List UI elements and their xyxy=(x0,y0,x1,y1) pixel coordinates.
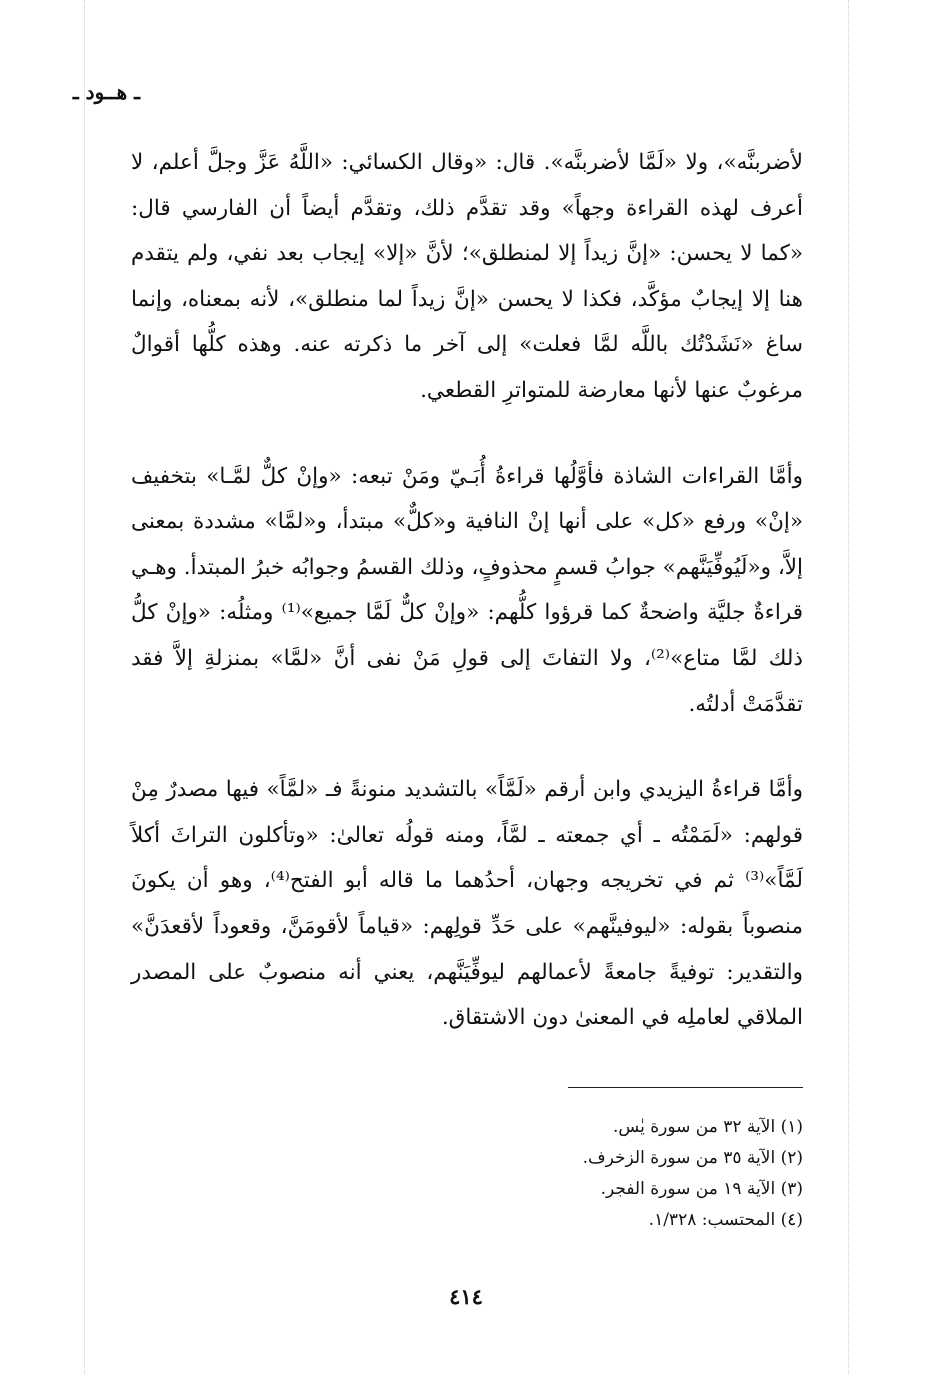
page-number: ٤١٤ xyxy=(449,1284,483,1309)
footnote-4: (٤) المحتسب: ١/٣٢٨. xyxy=(648,1210,803,1230)
footnote-1: (١) الآية ٣٢ من سورة يٰس. xyxy=(613,1117,803,1137)
footnote-3: (٣) الآية ١٩ من سورة الفجر. xyxy=(600,1179,803,1199)
running-title: ـ هــود ـ xyxy=(72,80,140,104)
main-text xyxy=(131,140,803,1041)
page-edge-right xyxy=(848,0,849,1374)
paragraph-2: وأمَّا القراءات الشاذة فأوَّلُها قراءةُ أُبَـيّ ومَنْ تبعه: «وإنْ كلٌّ لمَّـا» بتخفيف «إنْ» ورفع «كل» على أنها إنْ النافية و«كلٌّ» مبتدأ، و«لمَّا» مشددة بمعنى إلاَّ، و«لَيُوفِّيَنَّهم» جوابُ قسمٍ محذوفٍ، وذلك القسمُ وجوابُه خبرُ المبتدأ. وهـي قراءةٌ جليَّة واضحةٌ كما قرؤوا كلُّهم: «وإنْ كلٌّ لَمَّا جميع»⁽¹⁾ ومثلُه: «وإنْ كلُّ ذلك لمَّا متاع»⁽²⁾، ولا التفاتَ إلى قولِ مَنْ نفى أنَّ «لمَّا» بمنزلةِ إلاَّ فقد تقدَّمَتْ أدلتُه. xyxy=(131,463,804,717)
page-edge-left xyxy=(84,0,85,1374)
paragraph-1: لأضربنَّه»، ولا «لَمَّا لأضربنَّه». قال: «وقال الكسائي: «اللَّهُ عَزَّ وجلَّ أعلم، لا أعرف لهذه القراءة وجهاً» وقد تقدَّم ذلك، وتقدَّم أيضاً أن الفارسي قال: «كما لا يحسن: «إنَّ زيداً إلا لمنطلق»؛ لأنَّ «إلا» إيجاب بعد نفي، ولم يتقدم هنا إلا إيجابٌ مؤكَّد، فكذا لا يحسن «إنَّ زيداً لما منطلق»، لأنه بمعناه، وإنما ساغ «نَشَدْتُك باللَّه لمَّا فعلت» إلى آخر ما ذكرته عنه. وهذه كلُّها أقوالٌ مرغوبٌ عنها لأنها معارضة للمتواترِ القطعي. xyxy=(131,150,803,403)
paragraph-3: وأمَّا قراءةُ اليزيدي وابن أرقم «لَمَّاً» بالتشديد منونةً فـ «لمَّاً» فيها مصدرٌ مِنْ قولهم: «لَمَمْتُه ـ أي جمعته ـ لمَّاً، ومنه قولُه تعالىٰ: «وتأكلون التراثَ أكلاً لَمَّاً»⁽³⁾ ثم في تخريجه وجهان، أحدُهما ما قاله أبو الفتح⁽⁴⁾، وهو أن يكونَ منصوباً بقوله: «ليوفينَّهم» على حَدِّ قولِهم: «قياماً لأقومَنَّ، وقعوداً لأقعدَنَّ» والتقدير: توفيةً جامعةً لأعمالهم ليوفِّيَنَّهم، يعني أنه منصوبٌ على المصدر الملاقي لعاملِه في المعنىٰ دون الاشتقاق. xyxy=(131,777,803,1031)
footnote-2: (٢) الآية ٣٥ من سورة الزخرف. xyxy=(582,1148,803,1168)
footnotes xyxy=(131,1112,803,1236)
footnote-separator xyxy=(568,1087,803,1088)
